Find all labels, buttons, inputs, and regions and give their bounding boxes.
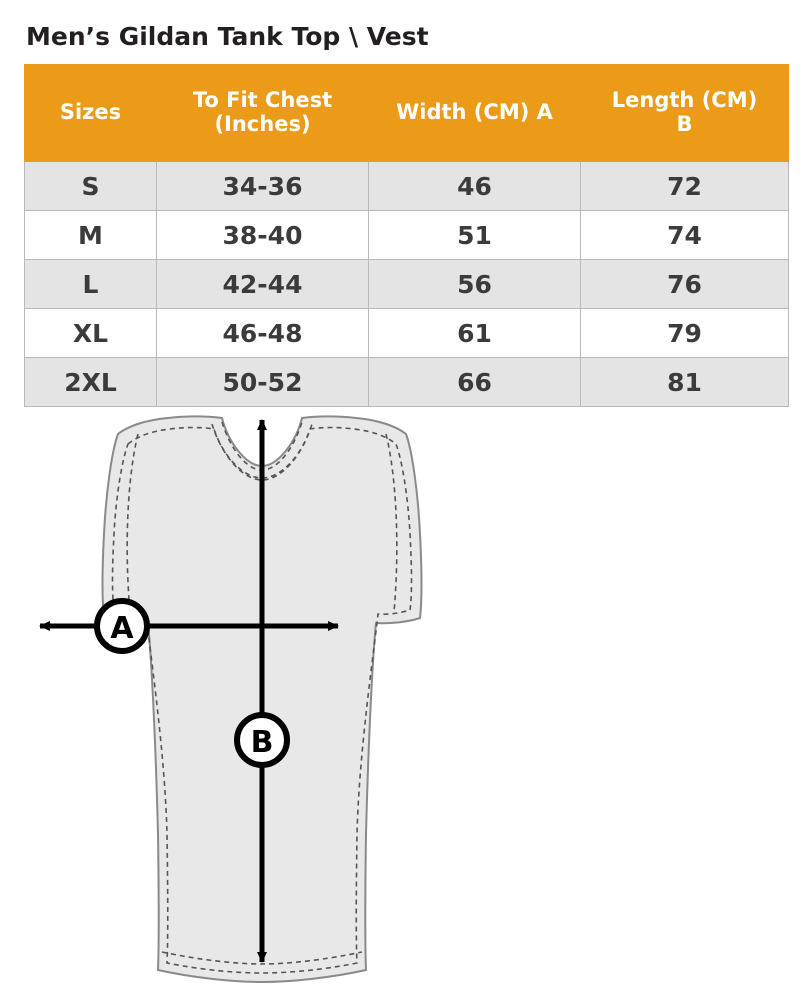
column-header-length-line1: Length (CM) — [611, 88, 758, 113]
cell-chest: 34-36 — [157, 162, 369, 211]
cell-length: 81 — [581, 358, 789, 407]
tank-top-diagram — [0, 404, 812, 1000]
column-header-chest — [157, 65, 369, 162]
column-header-chest-line1: To Fit Chest — [192, 88, 333, 113]
cell-size: 2XL — [25, 358, 157, 407]
column-header-sizes-label: Sizes — [59, 100, 122, 125]
column-header-length — [581, 65, 789, 162]
cell-size: L — [25, 260, 157, 309]
table-body — [25, 162, 789, 407]
column-header-chest-line2: (Inches) — [214, 112, 311, 136]
table-row — [25, 358, 789, 407]
cell-chest: 50-52 — [157, 358, 369, 407]
table-header-row — [25, 65, 789, 162]
cell-width: 56 — [369, 260, 581, 309]
cell-length: 79 — [581, 309, 789, 358]
cell-size: M — [25, 211, 157, 260]
cell-width: 51 — [369, 211, 581, 260]
cell-chest: 46-48 — [157, 309, 369, 358]
size-chart-table — [24, 64, 789, 407]
marker-a-label: A — [110, 611, 134, 646]
cell-length: 76 — [581, 260, 789, 309]
column-header-width-label: Width (CM) A — [396, 100, 553, 125]
table-row — [25, 309, 789, 358]
marker-a — [97, 601, 147, 651]
cell-chest: 42-44 — [157, 260, 369, 309]
marker-b-label: B — [250, 725, 274, 760]
cell-size: S — [25, 162, 157, 211]
cell-chest: 38-40 — [157, 211, 369, 260]
column-header-sizes — [25, 65, 157, 162]
table-row — [25, 162, 789, 211]
marker-b — [237, 715, 287, 765]
cell-width: 61 — [369, 309, 581, 358]
cell-width: 46 — [369, 162, 581, 211]
page-title: Men’s Gildan Tank Top \ Vest — [26, 22, 429, 51]
table-row — [25, 211, 789, 260]
table-row — [25, 260, 789, 309]
cell-length: 72 — [581, 162, 789, 211]
column-header-length-line2: B — [676, 112, 693, 136]
table-header — [25, 65, 789, 162]
column-header-width — [369, 65, 581, 162]
cell-size: XL — [25, 309, 157, 358]
cell-length: 74 — [581, 211, 789, 260]
cell-width: 66 — [369, 358, 581, 407]
